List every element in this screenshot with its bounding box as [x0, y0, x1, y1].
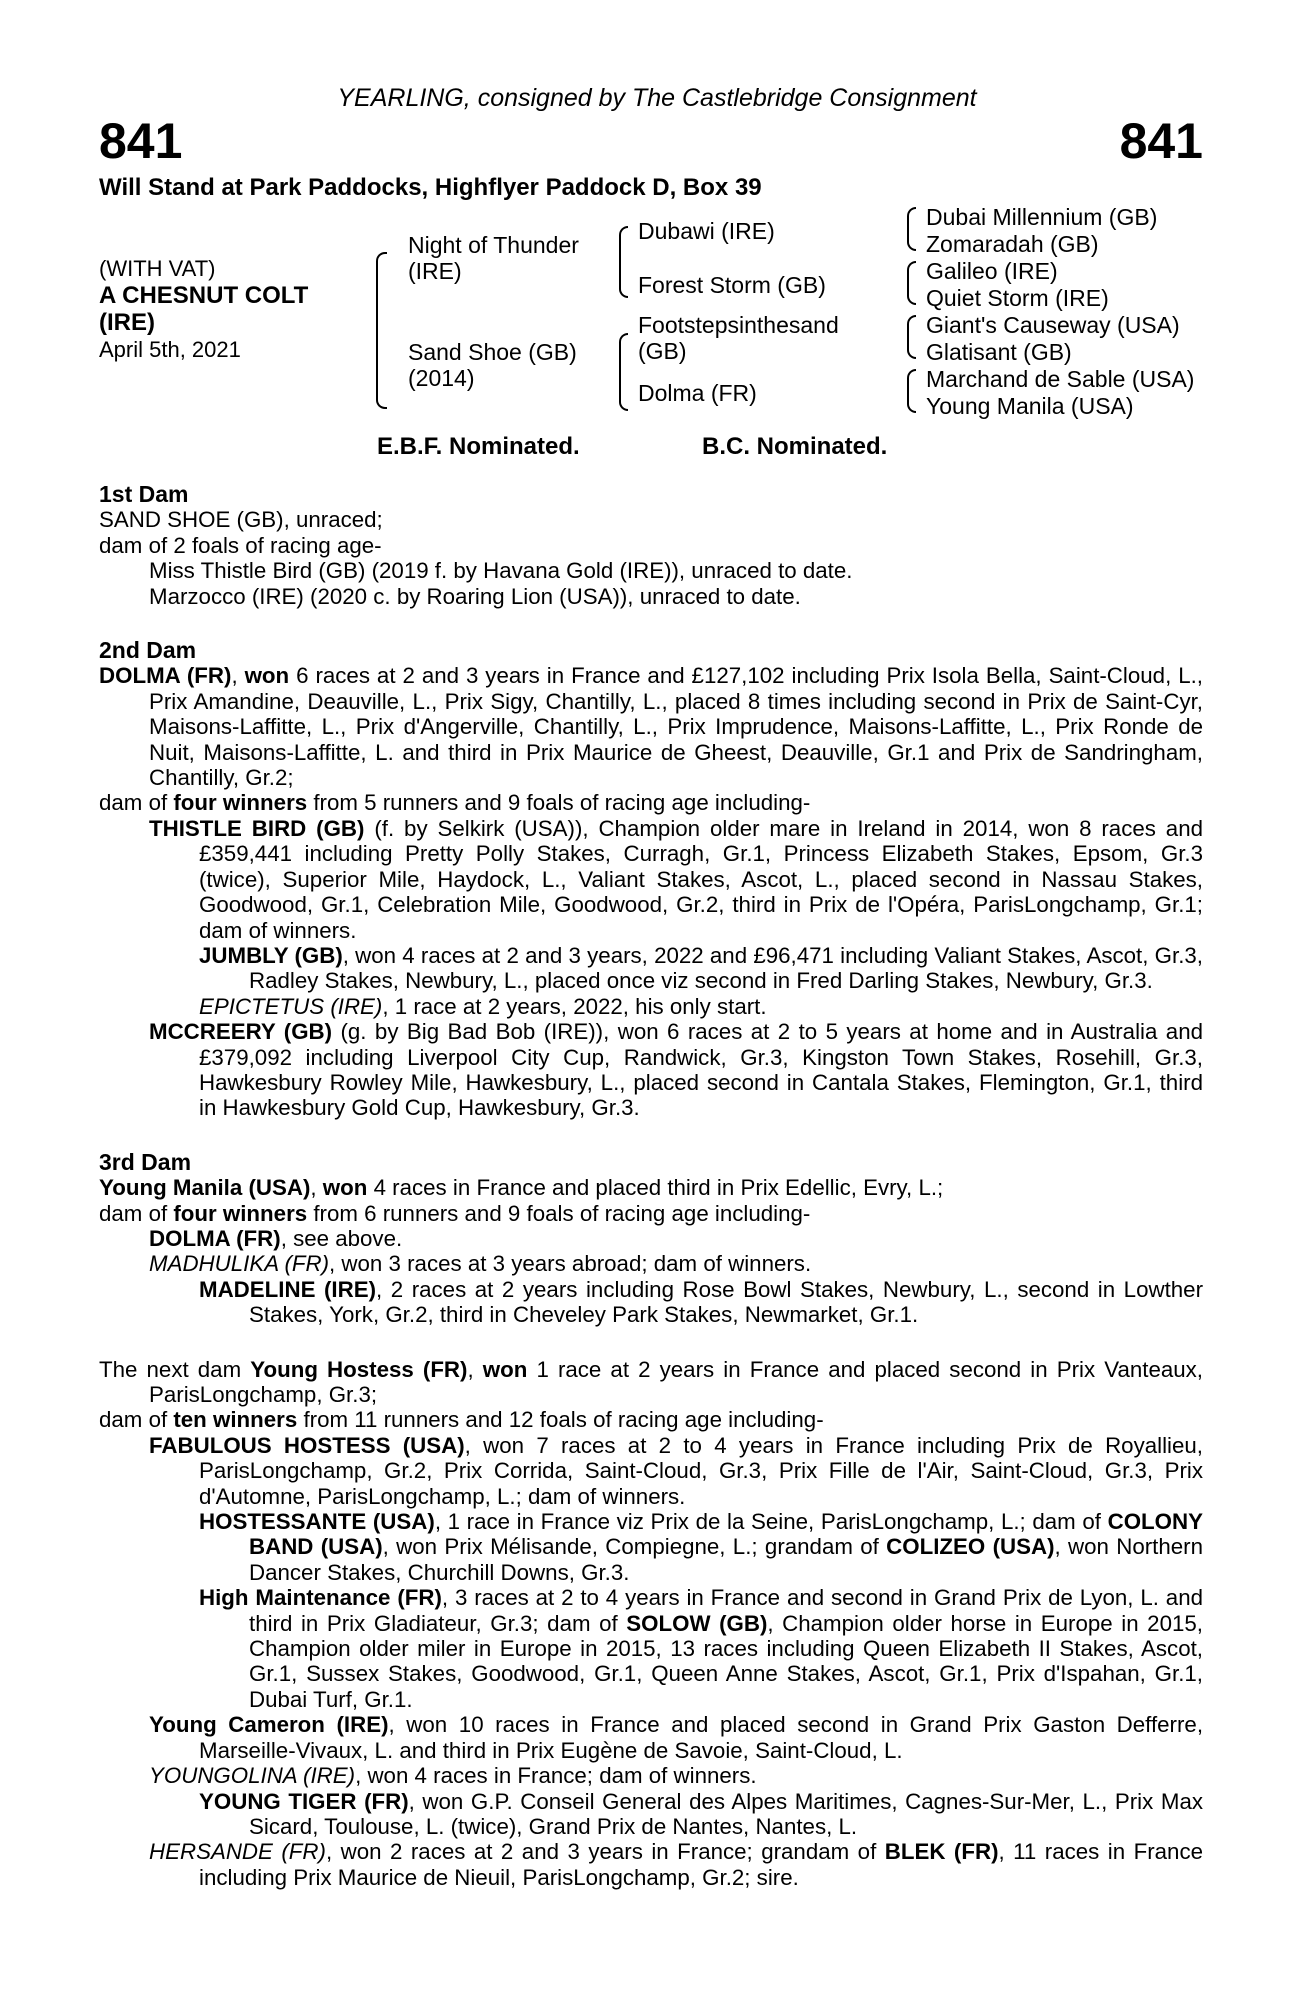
first-dam-line2: dam of 2 foals of racing age-: [99, 532, 382, 558]
pedigree-sire-dam: Forest Storm (GB): [638, 272, 826, 298]
foaling-date: April 5th, 2021: [99, 337, 241, 362]
subject-name-line2: (IRE): [99, 309, 155, 336]
pedigree-gen3-dsd: Glatisant (GB): [926, 339, 1072, 365]
produce-hostessante: HOSTESSANTE (USA), 1 race in France viz Prix de la Seine, ParisLongchamp, L.; dam of COLONY BAND (USA), won Prix Mélisande, Compiegne, L.; grandam of COLIZEO (USA), won Northern Dancer Stakes, Churchill Downs, Gr.3.: [199, 1509, 1203, 1585]
lot-number-right: 841: [1119, 113, 1203, 169]
catalogue-body: [99, 482, 1203, 1890]
pedigree-gen3-sdd: Quiet Storm (IRE): [926, 285, 1109, 311]
pedigree-dam-sire: Footstepsinthesand (GB): [638, 312, 839, 364]
third-dam-heading: 3rd Dam: [99, 1148, 192, 1175]
pedigree-sire: Night of Thunder (IRE): [408, 232, 579, 284]
produce-high-maintenance: High Maintenance (FR), 3 races at 2 to 4 years in France and second in Grand Prix de Lyon, L. and third in Prix Gladiateur, Gr.3; dam of SOLOW (GB), Champion older horse in Europe in 2015, Champion older miler in Europe in 2015, 13 races including Queen Elizabeth II Stakes, Ascot, Gr.1, Sussex Stakes, Goodwood, Gr.1, Queen Anne Stakes, Ascot, Gr.1, Prix d'Ispahan, Gr.1, Dubai Turf, Gr.1.: [199, 1585, 1203, 1712]
stand-location: Will Stand at Park Paddocks, Highflyer Paddock D, Box 39: [99, 174, 762, 201]
produce-thistle-bird: THISTLE BIRD (GB) (f. by Selkirk (USA)), Champion older mare in Ireland in 2014, won 8 races and £359,441 including Pretty Polly Stakes, Curragh, Gr.1, Princess Elizabeth Stakes, Epsom, Gr.3 (twice), Superior Mile, Haydock, L., Valiant Stakes, Ascot, L., placed second in Nassau Stakes, Goodwood, Gr.1, Celebration Mile, Goodwood, Gr.2, third in Prix de l'Opéra, ParisLongchamp, Gr.1; dam of winners.: [149, 815, 1203, 943]
pedigree-gen3-dss: Giant's Causeway (USA): [926, 312, 1180, 338]
pedigree-brace-3b: [907, 261, 916, 305]
vat-note: (WITH VAT): [99, 256, 216, 281]
produce-young-cameron: Young Cameron (IRE), won 10 races in France and placed second in Grand Prix Gaston Defferre, Marseille-Vivaux, L. and third in Prix Eugène de Savoie, Saint-Cloud, L.: [149, 1712, 1204, 1763]
pedigree-dam: Sand Shoe (GB) (2014): [408, 339, 577, 391]
pedigree-brace-dam: [619, 333, 628, 411]
produce-young-tiger: YOUNG TIGER (FR), won G.P. Conseil General des Alpes Maritimes, Cagnes-Sur-Mer, L., Prix Max Sicard, Toulouse, L. (twice), Grand Prix de Nantes, Nantes, L.: [199, 1788, 1203, 1839]
produce-dolma: DOLMA (FR), see above.: [149, 1225, 403, 1251]
pedigree-dam-dam: Dolma (FR): [638, 380, 757, 406]
produce-epictetus: EPICTETUS (IRE), 1 race at 2 years, 2022, his only start.: [199, 993, 767, 1019]
first-dam-heading: 1st Dam: [99, 481, 189, 507]
next-dam-record: The next dam Young Hostess (FR), won 1 race at 2 years in France and placed second in Prix Vanteaux, ParisLongchamp, Gr.3;: [99, 1356, 1203, 1407]
first-dam-foal-2: Marzocco (IRE) (2020 c. by Roaring Lion (USA)), unraced to date.: [149, 583, 801, 609]
produce-fabulous-hostess: FABULOUS HOSTESS (USA), won 7 races at 2 to 4 years in France including Prix de Royallieu, ParisLongchamp, Gr.2, Prix Corrida, Saint-Cloud, Gr.3, Prix Fille de l'Air, Saint-Cloud, Gr.3, Prix d'Automne, ParisLongchamp, L.; dam of winners.: [149, 1432, 1203, 1509]
pedigree-brace-sire: [619, 226, 628, 298]
second-dam-produce: dam of four winners from 5 runners and 9 foals of racing age including-: [99, 790, 811, 816]
subject-name-line1: A CHESNUT COLT: [99, 282, 309, 309]
produce-madeline: MADELINE (IRE), 2 races at 2 years including Rose Bowl Stakes, Newbury, L., second in Lowther Stakes, York, Gr.2, third in Cheveley Park Stakes, Newmarket, Gr.1.: [199, 1276, 1204, 1328]
consignment-line: YEARLING, consigned by The Castlebridge Consignment: [337, 84, 977, 112]
produce-jumbly: JUMBLY (GB), won 4 races at 2 and 3 years, 2022 and £96,471 including Valiant Stakes, Ascot, Gr.3, Radley Stakes, Newbury, L., placed once viz second in Fred Darling Stakes, Newbury, Gr.3.: [199, 942, 1203, 994]
third-dam-produce: dam of four winners from 6 runners and 9 foals of racing age including-: [99, 1200, 811, 1226]
produce-youngolina: YOUNGOLINA (IRE), won 4 races in France; dam of winners.: [149, 1763, 757, 1789]
first-dam-foal-1: Miss Thistle Bird (GB) (2019 f. by Havana Gold (IRE)), unraced to date.: [149, 558, 853, 584]
pedigree-brace-3d: [907, 369, 916, 413]
produce-mccreery: MCCREERY (GB) (g. by Big Bad Bob (IRE)), won 6 races at 2 to 5 years at home and in Australia and £379,092 including Liverpool City Cup, Randwick, Gr.3, Kingston Town Stakes, Rosehill, Gr.3, Hawkesbury Rowley Mile, Hawkesbury, L., placed second in Cantala Stakes, Flemington, Gr.1, third in Hawkesbury Gold Cup, Hawkesbury, Gr.3.: [149, 1019, 1203, 1121]
second-dam-heading: 2nd Dam: [99, 637, 197, 664]
pedigree-brace-3a: [907, 207, 916, 251]
pedigree-sire-sire: Dubawi (IRE): [638, 218, 775, 244]
pedigree-gen3-ssd: Zomaradah (GB): [926, 231, 1099, 257]
bc-nominated: B.C. Nominated.: [702, 433, 888, 460]
produce-hersande: HERSANDE (FR), won 2 races at 2 and 3 years in France; grandam of BLEK (FR), 11 races in France including Prix Maurice de Nieuil, ParisLongchamp, Gr.2; sire.: [149, 1839, 1203, 1890]
ebf-nominated: E.B.F. Nominated.: [377, 433, 580, 460]
pedigree-brace-gen1: [376, 252, 387, 409]
subject-block: [99, 255, 308, 363]
produce-madhulika: MADHULIKA (FR), won 3 races at 3 years abroad; dam of winners.: [149, 1251, 812, 1277]
pedigree-gen3-sds: Galileo (IRE): [926, 258, 1058, 284]
third-dam-record: Young Manila (USA), won 4 races in France and placed third in Prix Edellic, Evry, L.;: [99, 1175, 944, 1201]
pedigree-gen3-ddd: Young Manila (USA): [926, 393, 1134, 419]
pedigree-gen3-dds: Marchand de Sable (USA): [926, 366, 1195, 392]
pedigree-brace-3c: [907, 315, 916, 359]
pedigree-gen3-sss: Dubai Millennium (GB): [926, 204, 1158, 230]
next-dam-produce: dam of ten winners from 11 runners and 12 foals of racing age including-: [99, 1407, 824, 1433]
second-dam-record: DOLMA (FR), won 6 races at 2 and 3 years in France and £127,102 including Prix Isola Bella, Saint-Cloud, L., Prix Amandine, Deauville, L., Prix Sigy, Chantilly, L., placed 8 times including second in Prix de Saint-Cyr, Maisons-Laffitte, L., Prix d'Angerville, Chantilly, L., Prix Imprudence, Maisons-Laffitte, L., Prix Ronde de Nuit, Maisons-Laffitte, L. and third in Prix Maurice de Gheest, Deauville, Gr.1 and Prix de Sandringham, Chantilly, Gr.2;: [99, 663, 1203, 791]
first-dam-line1: SAND SHOE (GB), unraced;: [99, 507, 383, 533]
lot-number-left: 841: [99, 113, 183, 169]
